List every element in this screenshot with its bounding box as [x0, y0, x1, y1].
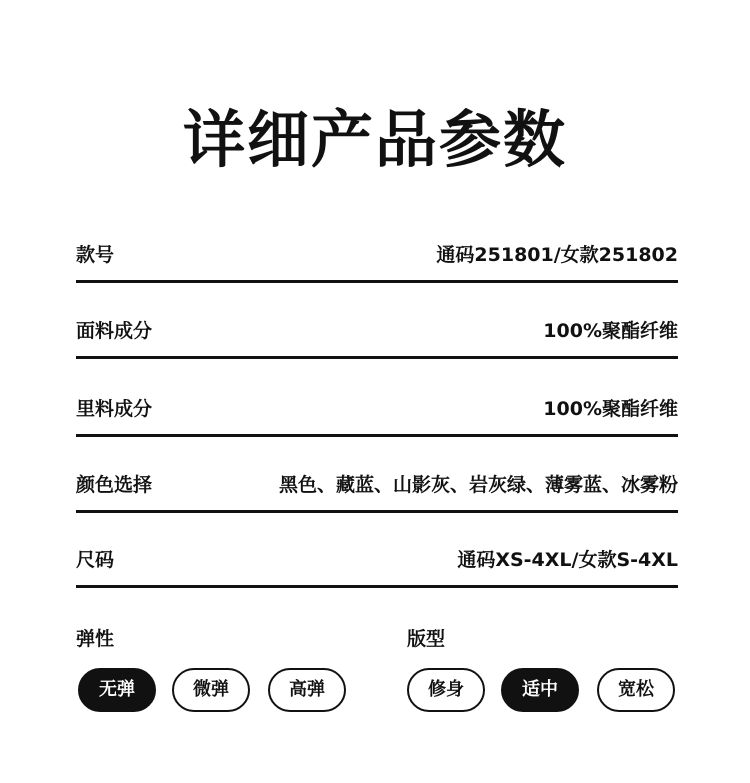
spec-row-fabric: [76, 316, 678, 359]
spec-value: 黑色、藏蓝、山影灰、岩灰绿、薄雾蓝、冰雾粉: [278, 474, 678, 496]
page-title: 详细产品参数: [182, 103, 567, 176]
elasticity-option-high[interactable]: 高弹: [268, 668, 346, 712]
elasticity-label: 弹性: [76, 628, 115, 650]
fit-option-slim[interactable]: 修身: [407, 668, 485, 712]
spec-value: 100%聚酯纤维: [543, 320, 678, 342]
fit-label: 版型: [407, 628, 446, 650]
spec-row-colors: [76, 470, 678, 513]
fit-option-regular[interactable]: 适中: [501, 668, 579, 712]
spec-label: 款号: [76, 244, 115, 266]
spec-value: 通码251801/女款251802: [436, 244, 678, 266]
elasticity-option-slight[interactable]: 微弹: [172, 668, 250, 712]
spec-label: 尺码: [76, 549, 115, 571]
spec-label: 颜色选择: [76, 474, 153, 496]
spec-label: 里料成分: [76, 398, 153, 420]
spec-row-size: [76, 545, 678, 588]
fit-option-loose[interactable]: 宽松: [597, 668, 675, 712]
spec-value: 通码XS-4XL/女款S-4XL: [457, 549, 678, 571]
spec-row-style-number: [76, 240, 678, 283]
spec-value: 100%聚酯纤维: [543, 398, 678, 420]
elasticity-option-none[interactable]: 无弹: [78, 668, 156, 712]
spec-row-lining: [76, 394, 678, 437]
spec-label: 面料成分: [76, 320, 153, 342]
